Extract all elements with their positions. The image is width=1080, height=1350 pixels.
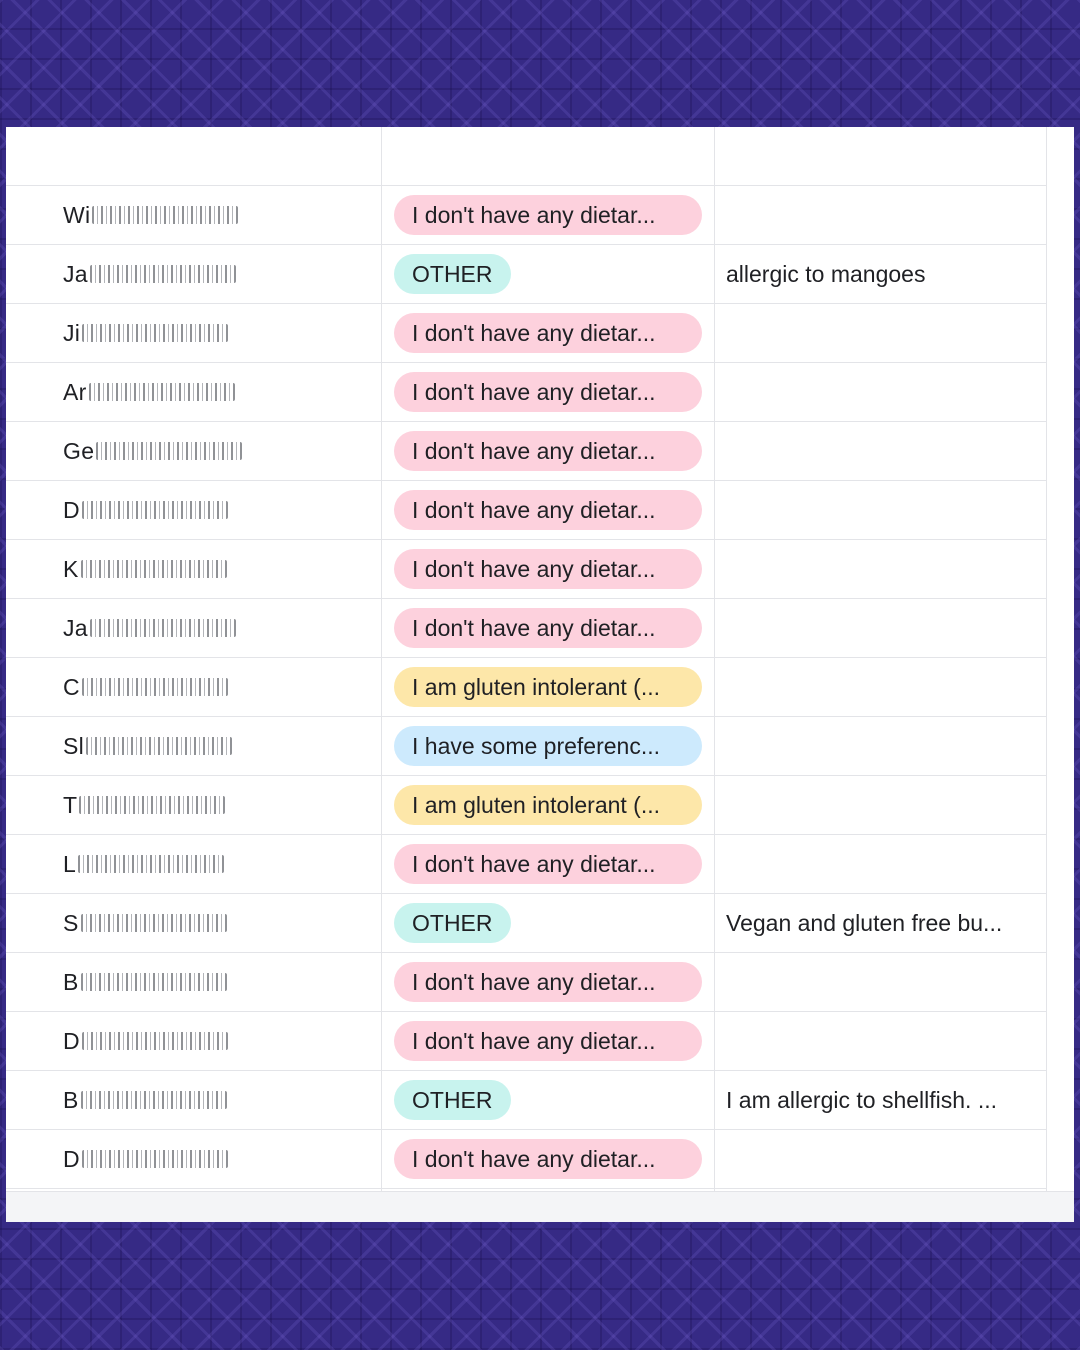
column-divider (381, 127, 382, 1222)
notes-cell[interactable] (726, 1071, 1044, 1129)
notes-cell[interactable] (726, 245, 1044, 303)
table-row[interactable] (6, 304, 1047, 363)
dietary-tag[interactable]: I don't have any dietar... (394, 1139, 702, 1179)
table-row[interactable] (6, 717, 1047, 776)
notes-cell[interactable] (726, 776, 1044, 834)
table-row[interactable] (6, 953, 1047, 1012)
notes-cell[interactable] (726, 835, 1044, 893)
name-cell[interactable] (6, 1130, 381, 1188)
name-cell[interactable] (6, 835, 381, 893)
dietary-tag[interactable]: I don't have any dietar... (394, 549, 702, 589)
notes-cell[interactable] (726, 481, 1044, 539)
notes-cell[interactable] (726, 422, 1044, 480)
redacted-name (90, 265, 236, 283)
column-divider (714, 127, 715, 1222)
name-text: C (63, 673, 80, 700)
dietary-tag[interactable]: I don't have any dietar... (394, 431, 702, 471)
name-cell[interactable] (6, 717, 381, 775)
redacted-name (96, 442, 242, 460)
dietary-cell[interactable] (394, 953, 704, 1011)
redacted-name (89, 383, 235, 401)
dietary-cell[interactable] (394, 894, 704, 952)
notes-cell[interactable] (726, 1012, 1044, 1070)
name-cell[interactable] (6, 422, 381, 480)
notes-cell[interactable] (726, 658, 1044, 716)
dietary-tag[interactable]: I don't have any dietar... (394, 608, 702, 648)
name-text: B (63, 968, 79, 995)
dietary-tag[interactable]: OTHER (394, 1080, 511, 1120)
redacted-name (92, 206, 238, 224)
dietary-cell[interactable] (394, 363, 704, 421)
name-text: Ge (63, 437, 95, 464)
notes-text: allergic to mangoes (726, 260, 926, 287)
table-row[interactable] (6, 481, 1047, 540)
redacted-name (82, 501, 228, 519)
table-row[interactable] (6, 186, 1047, 245)
table-row[interactable] (6, 1130, 1047, 1189)
notes-cell[interactable] (726, 599, 1044, 657)
dietary-tag[interactable]: I don't have any dietar... (394, 844, 702, 884)
table-row[interactable] (6, 422, 1047, 481)
notes-cell[interactable] (726, 304, 1044, 362)
name-cell[interactable] (6, 599, 381, 657)
redacted-name (82, 678, 228, 696)
dietary-cell[interactable] (394, 304, 704, 362)
dietary-cell[interactable] (394, 658, 704, 716)
name-cell[interactable] (6, 1012, 381, 1070)
dietary-cell[interactable] (394, 186, 704, 244)
header-row (6, 127, 1047, 186)
name-cell[interactable] (6, 481, 381, 539)
name-cell[interactable] (6, 776, 381, 834)
name-cell[interactable] (6, 953, 381, 1011)
dietary-cell[interactable] (394, 422, 704, 480)
dietary-tag[interactable]: OTHER (394, 254, 511, 294)
dietary-cell[interactable] (394, 540, 704, 598)
name-text: D (63, 1145, 80, 1172)
dietary-cell[interactable] (394, 481, 704, 539)
name-cell[interactable] (6, 304, 381, 362)
dietary-tag[interactable]: I don't have any dietar... (394, 1021, 702, 1061)
name-text: Ji (63, 319, 81, 346)
table-row[interactable] (6, 363, 1047, 422)
notes-cell[interactable] (726, 186, 1044, 244)
name-cell[interactable] (6, 894, 381, 952)
name-cell[interactable] (6, 245, 381, 303)
dietary-cell[interactable] (394, 1012, 704, 1070)
dietary-tag[interactable]: I don't have any dietar... (394, 962, 702, 1002)
name-text: K (63, 555, 79, 582)
redacted-name (81, 973, 227, 991)
table-row[interactable] (6, 245, 1047, 304)
table-row[interactable] (6, 1071, 1047, 1130)
table-row[interactable] (6, 540, 1047, 599)
column-divider (1046, 127, 1047, 1192)
name-cell[interactable] (6, 186, 381, 244)
dietary-tag[interactable]: I don't have any dietar... (394, 195, 702, 235)
name-text: T (63, 791, 78, 818)
footer-band (6, 1191, 1074, 1222)
redacted-name (81, 1091, 227, 1109)
notes-cell[interactable] (726, 540, 1044, 598)
table-rows (6, 186, 1047, 1189)
redacted-name (79, 796, 225, 814)
name-text: Ar (63, 378, 87, 405)
redacted-name (82, 1032, 228, 1050)
notes-text: Vegan and gluten free bu... (726, 909, 1003, 936)
dietary-tag[interactable]: OTHER (394, 903, 511, 943)
right-gutter (1047, 127, 1074, 1192)
redacted-name (82, 1150, 228, 1168)
dietary-cell[interactable] (394, 1071, 704, 1129)
name-text: Sl (63, 732, 85, 759)
name-cell[interactable] (6, 540, 381, 598)
name-text: D (63, 496, 80, 523)
notes-cell[interactable] (726, 1130, 1044, 1188)
notes-text: I am allergic to shellfish. ... (726, 1086, 997, 1113)
dietary-tag[interactable]: I am gluten intolerant (... (394, 785, 702, 825)
table-row[interactable] (6, 894, 1047, 953)
name-text: S (63, 909, 79, 936)
dietary-cell[interactable] (394, 245, 704, 303)
dietary-tag[interactable]: I don't have any dietar... (394, 372, 702, 412)
dietary-tag[interactable]: I don't have any dietar... (394, 313, 702, 353)
dietary-cell[interactable] (394, 776, 704, 834)
redacted-name (86, 737, 232, 755)
name-cell[interactable] (6, 658, 381, 716)
dietary-tag[interactable]: I am gluten intolerant (... (394, 667, 702, 707)
dietary-cell[interactable] (394, 599, 704, 657)
spreadsheet-grid (6, 127, 1074, 1222)
redacted-name (78, 855, 224, 873)
name-text: Ja (63, 614, 88, 641)
notes-cell[interactable] (726, 363, 1044, 421)
notes-cell[interactable] (726, 717, 1044, 775)
name-cell[interactable] (6, 1071, 381, 1129)
name-text: Ja (63, 260, 88, 287)
name-text: L (63, 850, 77, 877)
table-row[interactable] (6, 776, 1047, 835)
redacted-name (90, 619, 236, 637)
table-row[interactable] (6, 1012, 1047, 1071)
dietary-cell[interactable] (394, 835, 704, 893)
dietary-cell[interactable] (394, 1130, 704, 1188)
dietary-tag[interactable]: I don't have any dietar... (394, 490, 702, 530)
redacted-name (81, 560, 227, 578)
name-text: D (63, 1027, 80, 1054)
table-row[interactable] (6, 835, 1047, 894)
redacted-name (81, 914, 227, 932)
dietary-cell[interactable] (394, 717, 704, 775)
notes-cell[interactable] (726, 894, 1044, 952)
dietary-tag[interactable]: I have some preferenc... (394, 726, 702, 766)
table-row[interactable] (6, 658, 1047, 717)
notes-cell[interactable] (726, 953, 1044, 1011)
name-text: B (63, 1086, 79, 1113)
name-cell[interactable] (6, 363, 381, 421)
table-row[interactable] (6, 599, 1047, 658)
redacted-name (82, 324, 228, 342)
name-text: Wi (63, 201, 91, 228)
